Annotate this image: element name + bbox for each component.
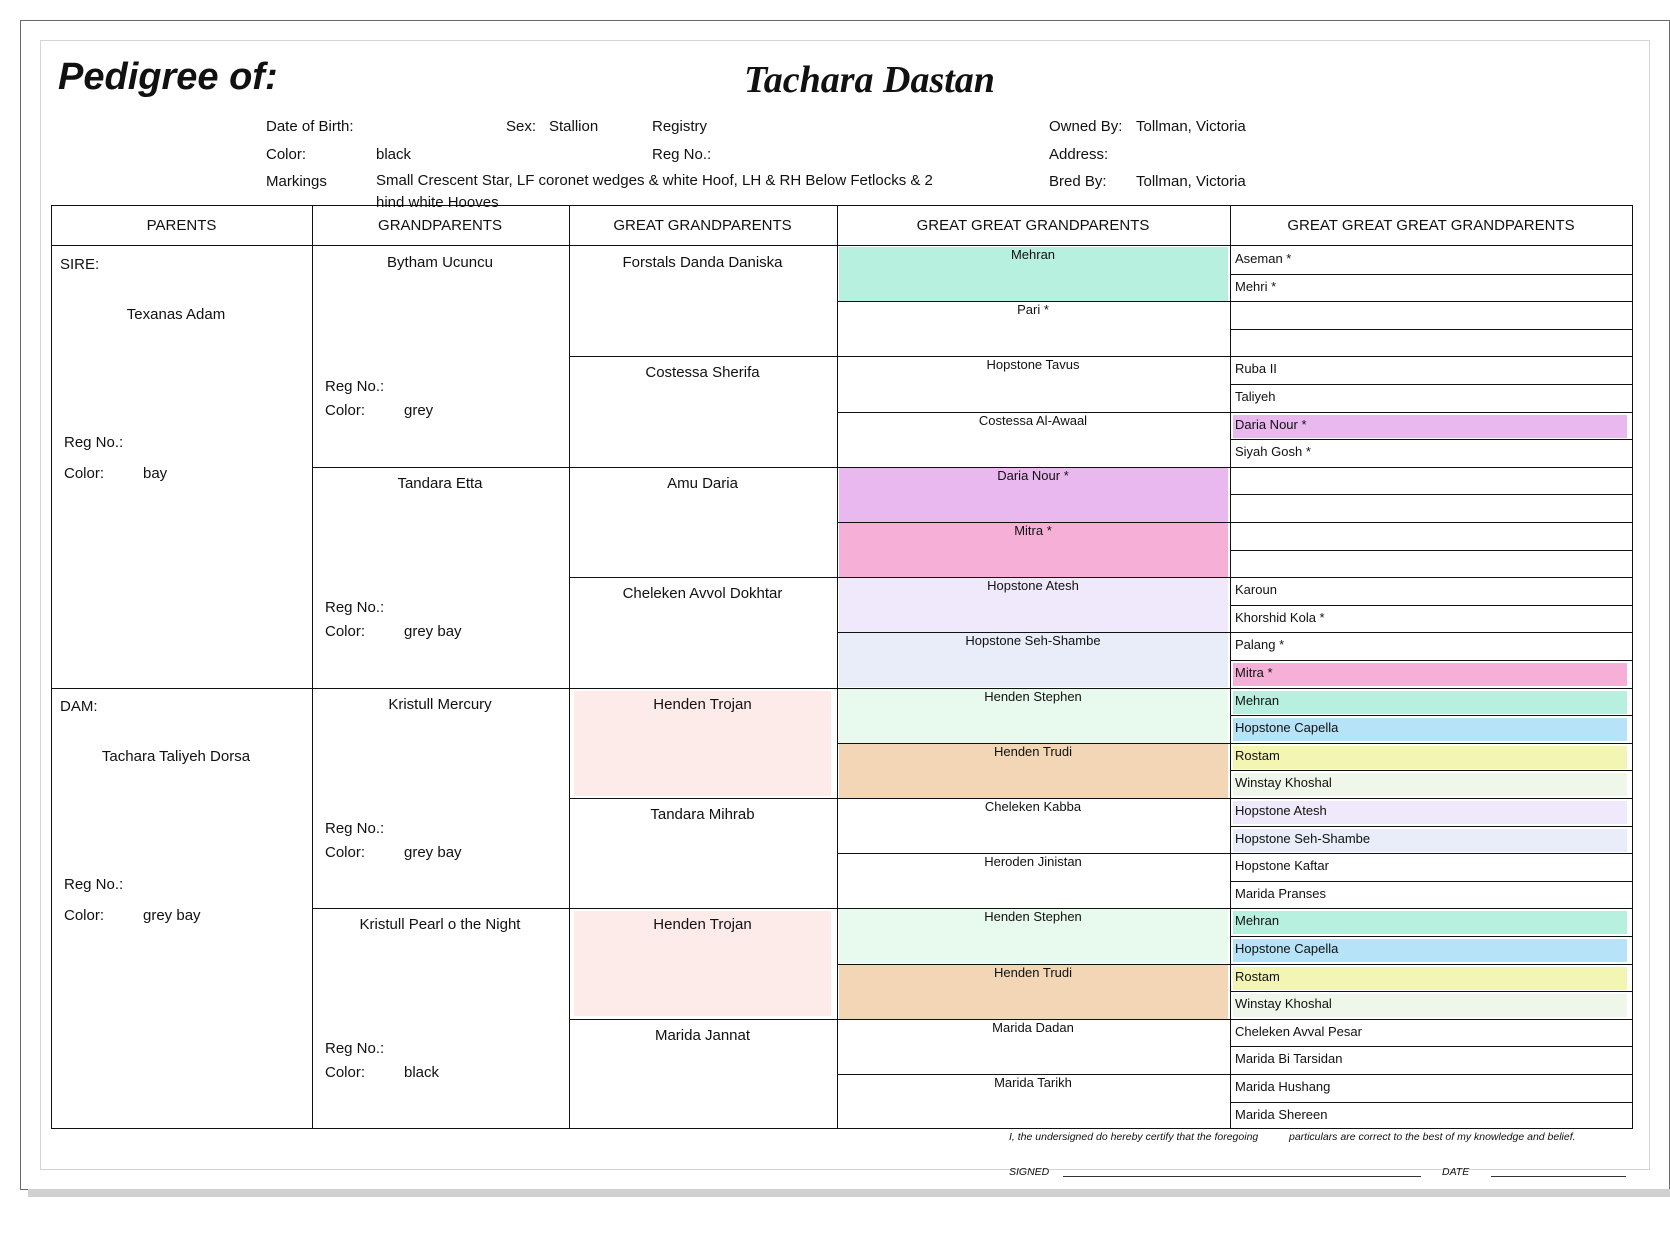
column-header-great-grandparents: GREAT GRANDPARENTS [613,217,792,234]
registry-label: Registry [652,118,708,135]
gg-grandparent-name: Hopstone Tavus [986,357,1080,373]
gg-grandparent-name: Marida Dadan [992,1019,1074,1035]
date-line[interactable] [1491,1176,1626,1177]
horse-name: Tachara Dastan [744,59,995,101]
column-header-ggg-grandparents: GREAT GREAT GREAT GRANDPARENTS [1287,217,1575,234]
column-divider [312,206,313,1128]
signature-line[interactable] [1063,1176,1421,1177]
ggg-grandparent-name: Hopstone Capella [1235,720,1339,736]
ggg-grandparent-name: Mehran [1235,913,1280,929]
grandparent-color-value: black [404,1064,440,1082]
great-grandparent-name: Henden Trojan [653,916,752,934]
parent-name: Tachara Taliyeh Dorsa [101,747,251,765]
header-divider [52,245,1632,246]
ggg-grandparent-name: Marida Shereen [1235,1106,1328,1122]
ggg-grandparent-name: Ruba II [1235,361,1277,377]
row-divider [1230,384,1632,385]
owned-by-value: Tollman, Victoria [1136,118,1246,135]
row-divider [1230,1102,1632,1103]
grandparent-name: Kristull Mercury [388,695,492,713]
ggg-grandparent-name: Palang * [1235,637,1285,653]
bred-by-label: Bred By: [1049,173,1107,190]
grandparent-regno-label: Reg No.: [325,378,385,395]
ggg-grandparent-name: Cheleken Avval Pesar [1235,1023,1362,1039]
pedigree-title-label: Pedigree of: [58,56,278,98]
sex-value: Stallion [549,118,599,135]
gg-grandparent-name: Henden Trudi [993,743,1073,759]
certify-text-part1: I, the undersigned do hereby certify that the foregoing [1009,1131,1259,1143]
row-divider [1230,439,1632,440]
parent-color-value: grey bay [143,906,201,924]
grandparent-color-value: grey bay [404,843,462,861]
row-divider [1230,274,1632,275]
gg-grandparent-name: Heroden Jinistan [984,854,1082,870]
grandparent-regno-label: Reg No.: [325,1040,385,1058]
ggg-grandparent-name: Khorshid Kola * [1235,609,1325,625]
sex-label: Sex: [506,118,537,135]
gg-grandparent-name: Marida Tarikh [994,1075,1072,1090]
great-grandparent-name: Costessa Sherifa [645,364,760,382]
parent-name: Texanas Adam [126,306,226,323]
grandparent-color-value: grey [404,402,434,419]
grandparent-color-label: Color: [325,402,366,419]
row-divider [1230,715,1632,716]
grandparent-color-label: Color: [325,843,366,861]
ggg-grandparent-name: Hopstone Capella [1235,941,1339,956]
ggg-grandparent-name: Mehri * [1235,278,1277,294]
ggg-grandparent-highlight [1233,691,1627,714]
certify-text-part2: particulars are correct to the best of my knowledge and belief. [1289,1131,1576,1143]
grandparent-name: Tandara Etta [397,474,483,492]
great-grandparent-name: Marida Jannat [654,1026,751,1044]
column-divider [1230,206,1231,1128]
grandparent-color-label: Color: [325,622,366,640]
grandparent-name: Kristull Pearl o the Night [359,916,521,934]
row-divider [1230,550,1632,551]
ggg-grandparent-name: Siyah Gosh * [1235,444,1311,460]
signed-label: SIGNED [1009,1166,1050,1178]
ggg-grandparent-name: Hopstone Kaftar [1235,858,1329,874]
row-divider [1230,770,1632,771]
parent-role: DAM: [60,697,98,715]
gg-grandparent-name: Mitra * [1014,523,1052,538]
page-shadow [28,1189,1670,1197]
great-grandparent-name: Forstals Danda Daniska [622,254,783,271]
gg-grandparent-name: Hopstone Atesh [987,578,1079,594]
ggg-grandparent-highlight [1233,911,1627,934]
row-divider [1230,494,1632,495]
gg-grandparent-name: Hopstone Seh-Shambe [965,633,1101,649]
row-divider [1230,826,1632,827]
regno-label: Reg No.: [652,146,712,163]
grandparent-name: Bytham Ucuncu [387,254,493,271]
ggg-grandparent-name: Winstay Khoshal [1235,775,1332,791]
gg-grandparent-name: Mehran [1010,247,1056,262]
row-divider [1230,881,1632,882]
ggg-grandparent-name: Marida Pranses [1235,885,1327,901]
ggg-grandparent-highlight [1233,967,1627,990]
gg-grandparent-name: Pari * [1017,302,1049,318]
ggg-grandparent-name: Aseman * [1235,251,1292,266]
parent-color-value: bay [143,465,168,482]
grandparent-regno-label: Reg No.: [325,598,385,616]
owned-by-label: Owned By: [1049,118,1123,135]
grandparent-color-label: Color: [325,1064,366,1082]
ggg-grandparent-name: Mehran [1235,692,1280,708]
color-value: black [376,146,412,163]
great-grandparent-name: Henden Trojan [653,695,752,713]
ggg-grandparent-name: Hopstone Atesh [1235,803,1327,818]
gg-grandparent-name: Costessa Al-Awaal [978,412,1088,428]
column-header-gg-grandparents: GREAT GREAT GRANDPARENTS [916,217,1150,234]
ggg-grandparent-name: Marida Bi Tarsidan [1235,1051,1343,1067]
ggg-grandparent-name: Taliyeh [1235,389,1276,404]
ggg-grandparent-name: Mitra * [1235,665,1273,680]
ggg-grandparent-highlight [1233,746,1627,769]
gg-grandparent-name: Daria Nour * [997,467,1069,483]
grandparent-regno-label: Reg No.: [325,819,385,837]
ggg-grandparent-name: Rostam [1235,968,1280,984]
parent-regno-label: Reg No.: [64,434,124,451]
dob-label: Date of Birth: [266,118,354,135]
address-label: Address: [1049,146,1109,163]
column-header-parents: PARENTS [146,217,217,234]
color-label: Color: [266,146,307,163]
ggg-grandparent-name: Winstay Khoshal [1235,996,1332,1012]
parent-color-label: Color: [64,906,105,924]
gg-grandparent-name: Henden Stephen [984,688,1082,704]
row-divider [1230,991,1632,992]
parent-role: SIRE: [60,256,100,273]
great-grandparent-name: Tandara Mihrab [650,806,755,823]
markings-value: Small Crescent Star, LF coronet wedges & white Hoof, LH & RH Below Fetlocks & 2 hind white Hooves [376,172,933,211]
row-divider [1230,329,1632,330]
gg-grandparent-name: Cheleken Kabba [984,799,1082,814]
gg-grandparent-name: Henden Stephen [984,909,1082,925]
column-header-grandparents: GRANDPARENTS [378,217,502,234]
column-divider [569,206,570,1128]
great-grandparent-name: Amu Daria [667,474,738,492]
gg-grandparent-name: Henden Trudi [993,964,1073,980]
row-divider [1230,605,1632,606]
ggg-grandparent-name: Hopstone Seh-Shambe [1235,830,1371,846]
great-grandparent-name: Cheleken Avvol Dokhtar [622,585,783,603]
ggg-grandparent-highlight [1233,663,1627,686]
row-divider [1230,660,1632,661]
parent-color-label: Color: [64,465,105,482]
ggg-grandparent-name: Rostam [1235,747,1280,763]
parent-regno-label: Reg No.: [64,875,124,893]
row-divider [1230,1046,1632,1047]
column-divider [837,206,838,1128]
pedigree-grid [51,205,1633,1129]
ggg-grandparent-name: Marida Hushang [1235,1079,1331,1094]
date-label: DATE [1442,1166,1470,1178]
ggg-grandparent-name: Karoun [1235,582,1277,598]
bred-by-value: Tollman, Victoria [1136,173,1246,190]
ggg-grandparent-name: Daria Nour * [1235,416,1307,432]
grandparent-color-value: grey bay [404,622,462,640]
row-divider [1230,936,1632,937]
markings-label: Markings [266,173,327,190]
